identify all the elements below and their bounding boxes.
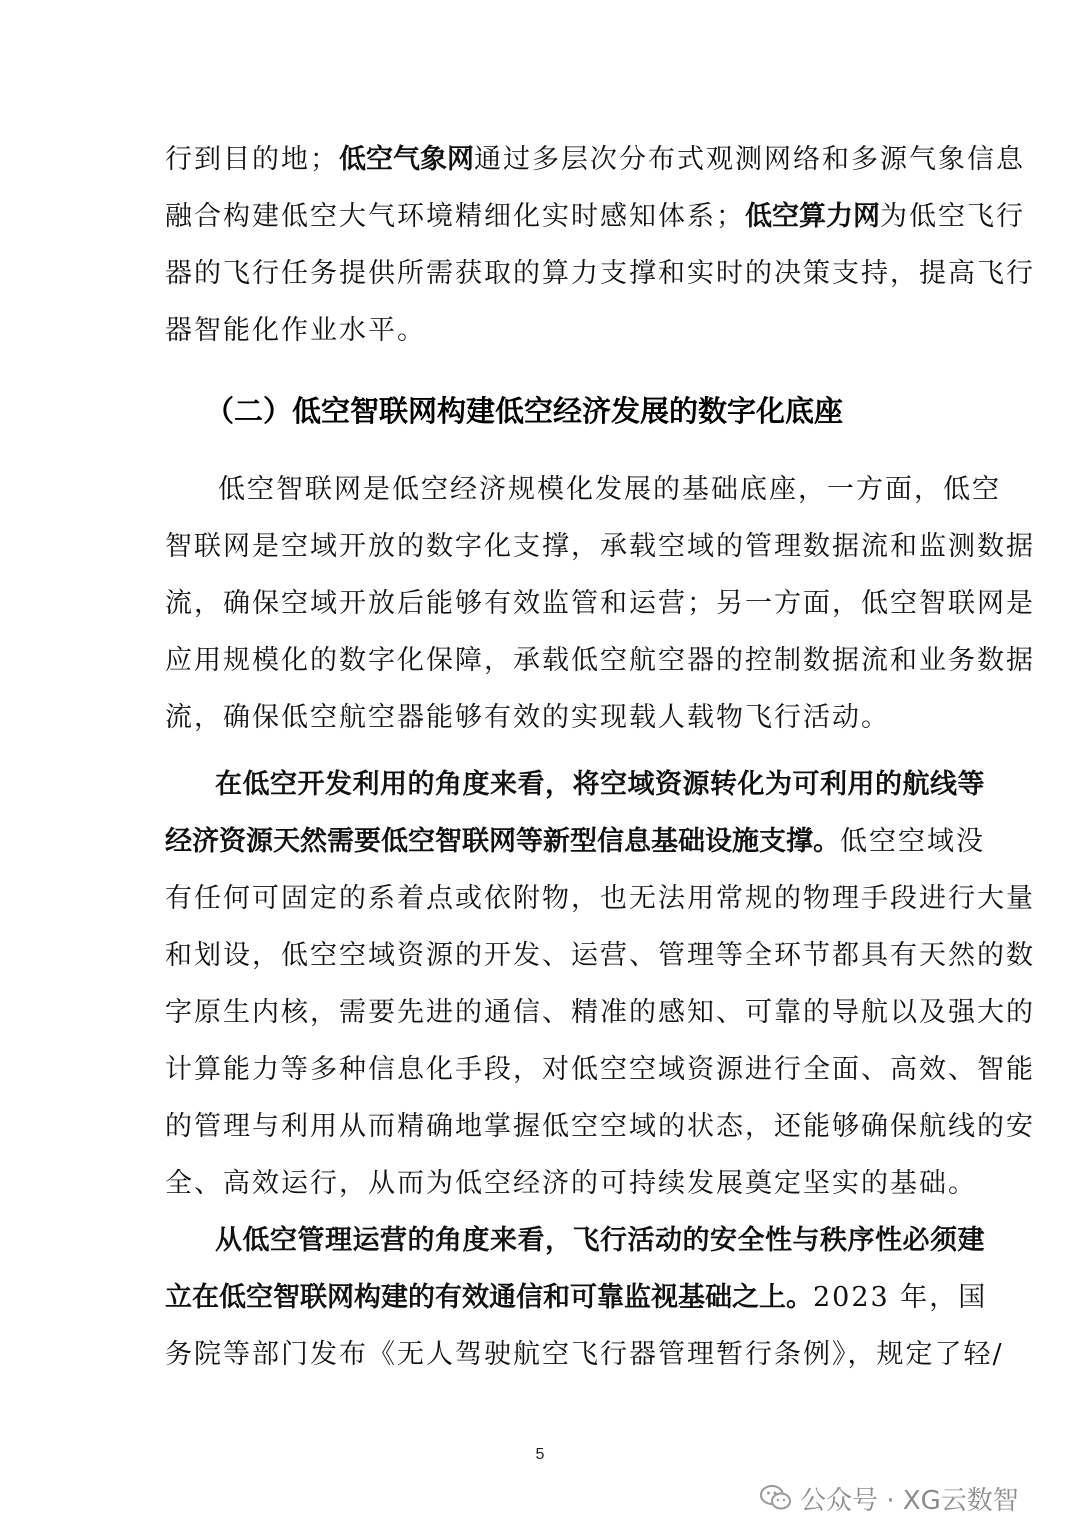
p1-line-4: 器智能化作业水平。 [165, 315, 426, 346]
watermark [760, 1480, 1019, 1516]
p3-line-5: 字原生内核，需要先进的通信、精准的感知、可靠的导航以及强大的 [165, 997, 1035, 1028]
bold-term-meteorology-net: 低空气象网 [339, 144, 474, 175]
p2-line-5: 流，确保低空航空器能够有效的实现载人载物飞行活动。 [165, 702, 890, 733]
bold-span: 经济资源天然需要低空智联网等新型信息基础设施支撑。 [165, 826, 840, 857]
p3-line-3: 有任何可固定的系着点或依附物，也无法用常规的物理手段进行大量 [165, 883, 1035, 914]
text-span: 为低空飞行 [880, 201, 1025, 232]
bold-term-computing-net: 低空算力网 [745, 201, 880, 232]
text-span: 融合构建低空大气环境精细化实时感知体系； [165, 201, 745, 232]
p2-line-4: 应用规模化的数字化保障，承载低空航空器的控制数据流和业务数据 [165, 645, 1035, 676]
page-number: 5 [535, 1446, 545, 1463]
p3-line-7: 的管理与利用从而精确地掌握低空空域的状态，还能够确保航线的安 [165, 1111, 1035, 1142]
section-heading: （二）低空智联网构建低空经济发展的数字化底座 [205, 394, 844, 428]
p3-line-6: 计算能力等多种信息化手段，对低空空域资源进行全面、高效、智能 [165, 1054, 1035, 1085]
text-span: 行到目的地； [165, 144, 339, 175]
p2-line-3: 流，确保空域开放后能够有效监管和运营；另一方面，低空智联网是 [165, 588, 1035, 619]
p3-line-4: 和划设，低空空域资源的开发、运营、管理等全环节都具有天然的数 [165, 940, 1035, 971]
p3-line-1: 在低空开发利用的角度来看，将空域资源转化为可利用的航线等 [215, 769, 985, 800]
p4-line-2 [165, 1278, 988, 1318]
p3-line-2 [165, 822, 985, 862]
text-span: 低空空域没 [840, 826, 985, 857]
p4-line-1: 从低空管理运营的角度来看，飞行活动的安全性与秩序性必须建 [215, 1225, 985, 1256]
p1-line-2 [165, 197, 1025, 237]
p4-line-3: 务院等部门发布《无人驾驶航空飞行器管理暂行条例》，规定了轻/ [165, 1339, 1004, 1370]
p1-line-1 [165, 140, 1025, 180]
watermark-text: 公众号 · XG云数智 [800, 1485, 1019, 1516]
text-span: 2023 年，国 [813, 1282, 988, 1313]
p1-line-3: 器的飞行任务提供所需获取的算力支撑和实时的决策支持，提高飞行 [165, 258, 1035, 289]
p2-line-1: 低空智联网是低空经济规模化发展的基础底座，一方面，低空 [218, 474, 1001, 505]
p3-line-8: 全、高效运行，从而为低空经济的可持续发展奠定坚实的基础。 [165, 1168, 977, 1199]
text-span: 通过多层次分布式观测网络和多源气象信息 [474, 144, 1025, 175]
p2-line-2: 智联网是空域开放的数字化支撑，承载空域的管理数据流和监测数据 [165, 531, 1035, 562]
bold-span: 立在低空智联网构建的有效通信和可靠监视基础之上。 [165, 1282, 813, 1313]
wechat-icon [760, 1484, 792, 1512]
